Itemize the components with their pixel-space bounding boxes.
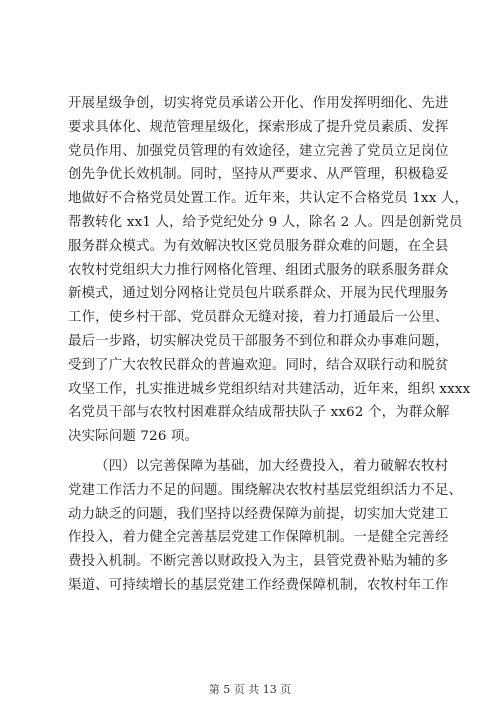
text-line: 决实际问题 726 项。 <box>68 429 199 445</box>
text-line: 渠道、可持续增长的基层党建工作经费保障机制，农牧村年工作 <box>68 577 449 593</box>
text-line: 受到了广大农牧民群众的普遍欢迎。同时，结合双联行动和脱贫 <box>68 357 449 373</box>
text-line: 农牧村党组织大力推行网格化管理、组团式服务的联系服务群众 <box>68 262 449 278</box>
page-footer <box>0 681 500 697</box>
text-line: 工作，使乡村干部、党员群众无缝对接，着力打通最后一公里、 <box>68 310 449 326</box>
page-number-label: 第 5 页 共 13 页 <box>208 683 292 696</box>
text-line: 最后一步路，切实解决党员干部服务不到位和群众办事难问题， <box>68 333 449 349</box>
text-line: 要求具体化、规范管理星级化，探索形成了提升党员素质、发挥 <box>68 119 449 135</box>
text-line: 服务群众模式。为有效解决牧区党员服务群众难的问题，在全县 <box>68 238 449 254</box>
text-line: 创先争优长效机制。同时，坚持从严要求、从严管理，积极稳妥 <box>68 167 449 183</box>
text-line: 党员作用、加强党员管理的有效途径，建立完善了党员立足岗位 <box>68 143 449 159</box>
text-line: 费投入机制。不断完善以财政投入为主，县管党费补贴为辅的多 <box>68 554 449 570</box>
text-line: 作投入，着力健全完善基层党建工作保障机制。一是健全完善经 <box>68 530 449 546</box>
text-line: 名党员干部与农牧村困难群众结成帮扶队子 xx62 个，为群众解 <box>68 405 450 421</box>
text-line: 帮教转化 xx1 人，给予党纪处分 9 人，除名 2 人。四是创新党员 <box>68 214 463 230</box>
text-line: 攻坚工作，扎实推进城乡党组织结对共建活动，近年来，组织 xxxx <box>68 381 471 397</box>
text-line: 新模式，通过划分网格让党员包片联系群众、开展为民代理服务 <box>68 286 449 302</box>
paragraph-start-line: （四）以完善保障为基础，加大经费投入，着力破解农牧村 <box>95 458 449 474</box>
text-line: 动力缺乏的问题，我们坚持以经费保障为前提，切实加大党建工 <box>68 506 449 522</box>
text-line: 党建工作活力不足的问题。围绕解决农牧村基层党组织活力不足、 <box>68 482 463 498</box>
text-line: 开展星级争创，切实将党员承诺公开化、作用发挥明细化、先进 <box>68 96 449 111</box>
body-text <box>68 92 471 598</box>
text-line: 地做好不合格党员处置工作。近年来，共认定不合格党员 1xx 人， <box>68 191 469 207</box>
